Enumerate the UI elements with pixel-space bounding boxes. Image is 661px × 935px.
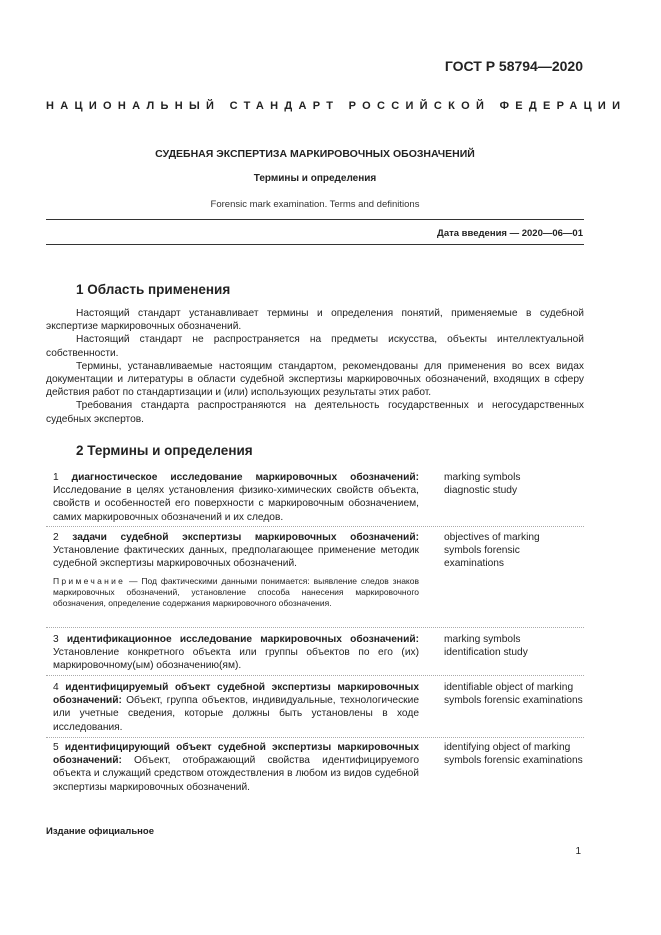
term-english-5: identifying object of marking symbols forensic examinations xyxy=(444,742,583,767)
term-entry-2 xyxy=(53,531,419,571)
english-title: Forensic mark examination. Terms and definitions xyxy=(210,199,420,210)
term-definition: Исследование в целях установления физико-химических свойств объекта, свойств и особенностей его поверхности с маркировочным обозначением, самих маркировочных обозначений и их следов. xyxy=(53,485,419,523)
section-1-body xyxy=(46,307,584,426)
term-name: идентификационное исследование маркировочных обозначений: xyxy=(66,634,419,645)
term-name: задачи судебной экспертизы маркировочных обозначений: xyxy=(72,532,419,543)
term-number: 4 xyxy=(53,682,59,693)
term-english-4: identifiable object of marking symbols forensic examinations xyxy=(444,682,583,707)
term-number: 5 xyxy=(53,742,59,753)
paragraph: Настоящий стандарт устанавливает термины и определения понятий, применяемые в судебной экспертизе маркировочных обозначений. xyxy=(46,308,584,333)
page-number: 1 xyxy=(575,846,581,857)
divider-top xyxy=(46,219,584,220)
term-name: идентифицирующий объект судебной экспертизы маркировочных обозначений: xyxy=(53,742,419,767)
term-definition: Установление конкретного объекта или группы объектов по его (их) маркировочному(ым) обозначению(ям). xyxy=(53,647,419,672)
document-subtitle: Термины и определения xyxy=(253,173,377,184)
term-definition: Установление фактических данных, предполагающее применение методик судебной экспертизы маркировочных обозначений. xyxy=(53,545,419,570)
paragraph: Настоящий стандарт не распространяется на предметы искусства, объекты интеллектуальной собственности. xyxy=(46,334,584,359)
term-separator xyxy=(46,675,584,676)
section-1-heading: 1 Область применения xyxy=(76,282,231,297)
edition-label: Издание официальное xyxy=(46,826,154,837)
note-text: — Под фактическими данными понимается: выявление следов знаков маркировочных обозначений, установление способа нанесения маркировочного обозначения, определение содержания маркировочного обозначения. xyxy=(53,576,419,609)
term-entry-4 xyxy=(53,681,419,734)
term-number: 3 xyxy=(53,634,59,645)
section-2-heading: 2 Термины и определения xyxy=(76,443,253,458)
term-definition: Объект, отображающий свойства идентифицируемого объекта и служащий средством отождествления в любом из видов судебной экспертизы маркировочных обозначений. xyxy=(53,755,419,793)
term-separator xyxy=(46,737,584,738)
term-name: диагностическое исследование маркировочных обозначений: xyxy=(71,472,419,483)
term-definition: Объект, группа объектов, индивидуальные, технологические или учетные сведения, которые должны быть установлены в ходе исследования. xyxy=(53,695,419,733)
note-label: Примечание xyxy=(53,576,126,586)
term-english-1: marking symbols diagnostic study xyxy=(444,472,521,497)
term-separator xyxy=(46,526,584,527)
term-entry-3 xyxy=(53,633,419,673)
document-title: СУДЕБНАЯ ЭКСПЕРТИЗА МАРКИРОВОЧНЫХ ОБОЗНАЧЕНИЙ xyxy=(155,148,475,160)
term-english-3: marking symbols identification study xyxy=(444,634,528,659)
divider-bottom xyxy=(46,244,584,245)
paragraph: Термины, устанавливаемые настоящим стандартом, рекомендованы для применения во всех видах документации и литературы в области судебной экспертизы маркировочных обозначений, входящих в сферу действия работ по стандартизации и (или) использующих результаты этих работ. xyxy=(46,360,584,399)
term-number: 2 xyxy=(53,532,59,543)
term-english-2: objectives of marking symbols forensic examinations xyxy=(444,532,540,570)
term-name: идентифицируемый объект судебной экспертизы маркировочных обозначений: xyxy=(53,682,419,707)
national-standard-banner: НАЦИОНАЛЬНЫЙ СТАНДАРТ РОССИЙСКОЙ ФЕДЕРАЦИИ xyxy=(46,100,627,112)
term-entry-5 xyxy=(53,741,419,794)
term-entry-1 xyxy=(53,471,419,524)
effective-date: Дата введения — 2020—06—01 xyxy=(437,228,583,239)
standard-code: ГОСТ Р 58794—2020 xyxy=(444,58,583,74)
paragraph: Требования стандарта распространяются на деятельность государственных и негосударственных судебных экспертов. xyxy=(46,400,584,425)
term-separator xyxy=(46,627,584,628)
term-number: 1 xyxy=(53,472,59,483)
term-note-2 xyxy=(53,576,419,610)
